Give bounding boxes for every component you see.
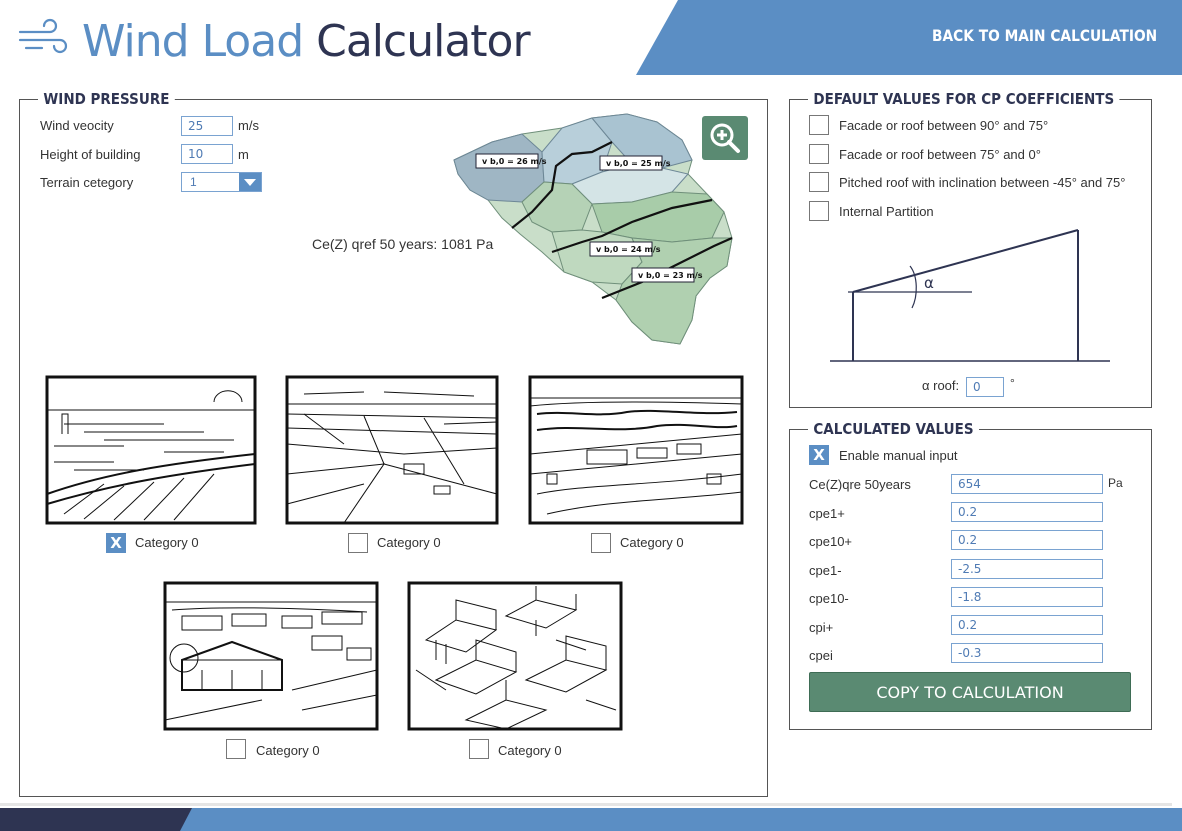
category-label-5: Category 0 bbox=[498, 743, 562, 758]
ceqref-unit: Pa bbox=[1108, 476, 1123, 490]
cpe10-minus-label: cpe10- bbox=[809, 591, 849, 606]
cp-defaults-legend: DEFAULT VALUES FOR CP COEFFICIENTS bbox=[808, 90, 1120, 108]
category-label-2: Category 0 bbox=[377, 535, 441, 550]
footer-divider bbox=[0, 803, 1172, 806]
wind-velocity-unit: m/s bbox=[238, 118, 259, 133]
copy-to-calculation-button[interactable]: COPY TO CALCULATION bbox=[809, 672, 1131, 712]
category-0-checkbox-2[interactable] bbox=[348, 533, 368, 553]
zoom-in-button[interactable] bbox=[702, 116, 748, 160]
category-0-checkbox-5[interactable] bbox=[469, 739, 489, 759]
option-facade-75-0-checkbox[interactable] bbox=[809, 144, 829, 164]
height-label: Height of building bbox=[40, 147, 141, 162]
cpe10-plus-input[interactable] bbox=[951, 530, 1103, 550]
category-label-1: Category 0 bbox=[135, 535, 199, 550]
terrain-category-select[interactable] bbox=[181, 172, 262, 192]
category-label-4: Category 0 bbox=[256, 743, 320, 758]
wind-pressure-legend: WIND PRESSURE bbox=[38, 90, 175, 108]
chevron-down-icon[interactable] bbox=[239, 173, 261, 191]
ce-qref-result: Ce(Z) qref 50 years: 1081 Pa bbox=[312, 236, 494, 252]
map-label-24: v b,0 = 24 m/s bbox=[596, 245, 661, 254]
cpe1-plus-label: cpe1+ bbox=[809, 506, 845, 521]
option-facade-90-75-label: Facade or roof between 90° and 75° bbox=[839, 118, 1049, 133]
cpe10-plus-label: cpe10+ bbox=[809, 534, 853, 549]
map-label-25: v b,0 = 25 m/s bbox=[606, 159, 671, 168]
terrain-category-label: Terrain cetegory bbox=[40, 175, 134, 190]
cpe10-minus-input[interactable] bbox=[951, 587, 1103, 607]
alpha-symbol: α bbox=[924, 274, 934, 292]
alpha-degree-unit: ° bbox=[1010, 376, 1015, 390]
header bbox=[0, 0, 1182, 82]
cpi-plus-label: cpi+ bbox=[809, 620, 834, 635]
cpe1-minus-label: cpe1- bbox=[809, 563, 842, 578]
category-label-3: Category 0 bbox=[620, 535, 684, 550]
alpha-roof-label: α roof: bbox=[922, 378, 960, 393]
roof-angle-diagram bbox=[820, 222, 1120, 372]
terrain-sketch-city[interactable] bbox=[406, 580, 624, 732]
zoom-in-icon bbox=[702, 116, 748, 160]
cpei-label: cpei bbox=[809, 648, 833, 663]
map-label-26: v b,0 = 26 m/s bbox=[482, 157, 547, 166]
height-input[interactable] bbox=[181, 144, 233, 164]
calculated-values-legend: CALCULATED VALUES bbox=[808, 420, 979, 438]
option-pitched-roof-checkbox[interactable] bbox=[809, 172, 829, 192]
option-internal-partition-checkbox[interactable] bbox=[809, 201, 829, 221]
back-to-main-label: BACK TO MAIN CALCULATION bbox=[932, 25, 1158, 45]
page-title: Wind Load Calculator bbox=[82, 16, 530, 67]
terrain-category-value: 1 bbox=[190, 175, 197, 189]
back-to-main-button[interactable] bbox=[920, 18, 1175, 52]
ceqref-label: Ce(Z)qre 50years bbox=[809, 477, 911, 492]
category-0-checkbox-3[interactable] bbox=[591, 533, 611, 553]
enable-manual-input-checkbox[interactable] bbox=[809, 445, 829, 465]
cpi-plus-input[interactable] bbox=[951, 615, 1103, 635]
option-pitched-roof-label: Pitched roof with inclination between -45° and 75° bbox=[839, 175, 1126, 190]
option-facade-90-75-checkbox[interactable] bbox=[809, 115, 829, 135]
option-facade-75-0-label: Facade or roof between 75° and 0° bbox=[839, 147, 1041, 162]
cpe1-minus-input[interactable] bbox=[951, 559, 1103, 579]
enable-manual-input-label: Enable manual input bbox=[839, 448, 958, 463]
footer-band bbox=[0, 808, 1182, 831]
ceqref-input[interactable] bbox=[951, 474, 1103, 494]
category-0-checkbox-4[interactable] bbox=[226, 739, 246, 759]
height-unit: m bbox=[238, 147, 249, 162]
terrain-sketch-village[interactable] bbox=[527, 374, 745, 526]
option-internal-partition-label: Internal Partition bbox=[839, 204, 934, 219]
terrain-sketch-suburb[interactable] bbox=[162, 580, 380, 732]
alpha-roof-input[interactable] bbox=[966, 377, 1004, 397]
wind-velocity-input[interactable] bbox=[181, 116, 233, 136]
wind-velocity-label: Wind veocity bbox=[40, 118, 114, 133]
wind-icon bbox=[16, 14, 70, 62]
cpe1-plus-input[interactable] bbox=[951, 502, 1103, 522]
cpei-input[interactable] bbox=[951, 643, 1103, 663]
terrain-sketch-sea[interactable] bbox=[44, 374, 258, 526]
terrain-sketch-fields[interactable] bbox=[284, 374, 500, 526]
category-0-checkbox-1[interactable] bbox=[106, 533, 126, 553]
map-label-23: v b,0 = 23 m/s bbox=[638, 271, 703, 280]
